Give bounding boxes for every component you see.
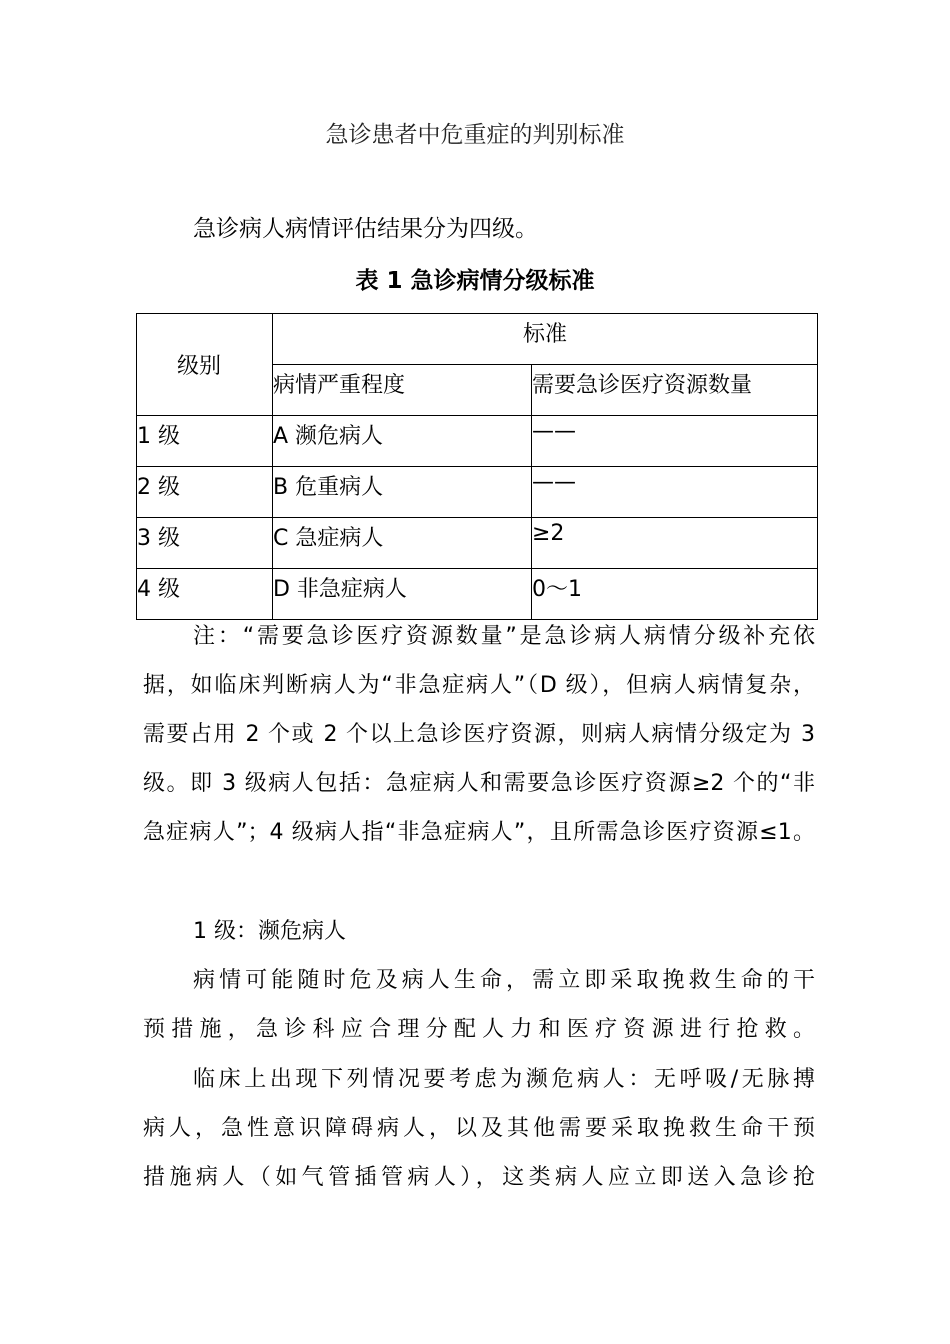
table-row xyxy=(137,518,818,569)
cell-level-text: 4 级 xyxy=(137,577,180,602)
grading-table xyxy=(136,313,818,620)
cell-severity-text: A 濒危病人 xyxy=(273,424,384,449)
note-line: 级。即 3 级病人包括：急症病人和需要急诊医疗资源≥2 个的“非 xyxy=(143,771,815,796)
table-caption: 表 1 急诊病情分级标准 xyxy=(355,268,595,294)
table-header-row xyxy=(137,314,818,365)
paragraph-line: 临床上出现下列情况要考虑为濒危病人：无呼吸/无脉搏 xyxy=(193,1067,815,1092)
header-level xyxy=(137,314,273,416)
header-severity xyxy=(273,365,532,416)
cell-severity-text: C 急症病人 xyxy=(273,526,384,551)
cell-resources xyxy=(532,416,818,467)
table-row xyxy=(137,467,818,518)
level1-heading-text: 1 级：濒危病人 xyxy=(193,919,346,944)
cell-severity-text: D 非急症病人 xyxy=(273,577,407,602)
header-standard-text: 标准 xyxy=(523,322,568,347)
cell-severity xyxy=(273,518,532,569)
level1-paragraph-1 xyxy=(143,956,815,1054)
table-row xyxy=(137,416,818,467)
paragraph-line: 病人，急性意识障碍病人，以及其他需要采取挽救生命干预 xyxy=(143,1116,815,1141)
level1-heading xyxy=(143,907,815,956)
header-resources xyxy=(532,365,818,416)
cell-level-text: 2 级 xyxy=(137,475,180,500)
paragraph-line: 预措施，急诊科应合理分配人力和医疗资源进行抢救。 xyxy=(143,1017,815,1042)
table-note xyxy=(143,612,815,857)
intro-text: 急诊病人病情评估结果分为四级。 xyxy=(193,216,538,242)
note-line: 注：“需要急诊医疗资源数量”是急诊病人病情分级补充依 xyxy=(193,624,815,649)
level1-paragraph-2 xyxy=(143,1055,815,1202)
note-line: 需要占用 2 个或 2 个以上急诊医疗资源，则病人病情分级定为 3 xyxy=(143,722,815,747)
cell-level xyxy=(137,467,273,518)
cell-resources-text: —— xyxy=(532,419,576,444)
document-title: 急诊患者中危重症的判别标准 xyxy=(325,122,625,148)
header-standard xyxy=(273,314,818,365)
cell-resources xyxy=(532,467,818,518)
cell-resources-text: ≥2 xyxy=(532,521,565,546)
cell-resources-text: 0～1 xyxy=(532,577,582,602)
cell-severity-text: B 危重病人 xyxy=(273,475,384,500)
cell-level-text: 1 级 xyxy=(137,424,180,449)
header-severity-text: 病情严重程度 xyxy=(273,373,406,398)
header-resources-text: 需要急诊医疗资源数量 xyxy=(532,373,753,398)
header-level-text: 级别 xyxy=(177,354,222,379)
cell-severity xyxy=(273,467,532,518)
cell-severity xyxy=(273,416,532,467)
note-line: 据，如临床判断病人为“非急症病人”（D 级），但病人病情复杂， xyxy=(143,673,815,698)
cell-level-text: 3 级 xyxy=(137,526,180,551)
cell-resources xyxy=(532,518,818,569)
cell-level xyxy=(137,416,273,467)
cell-level xyxy=(137,518,273,569)
note-line: 急症病人”；4 级病人指“非急症病人”，且所需急诊医疗资源≤1。 xyxy=(143,820,815,845)
cell-resources-text: —— xyxy=(532,470,576,495)
paragraph-line: 措施病人（如气管插管病人），这类病人应立即送入急诊抢 xyxy=(143,1165,815,1190)
paragraph-line: 病情可能随时危及病人生命，需立即采取挽救生命的干 xyxy=(193,968,815,993)
